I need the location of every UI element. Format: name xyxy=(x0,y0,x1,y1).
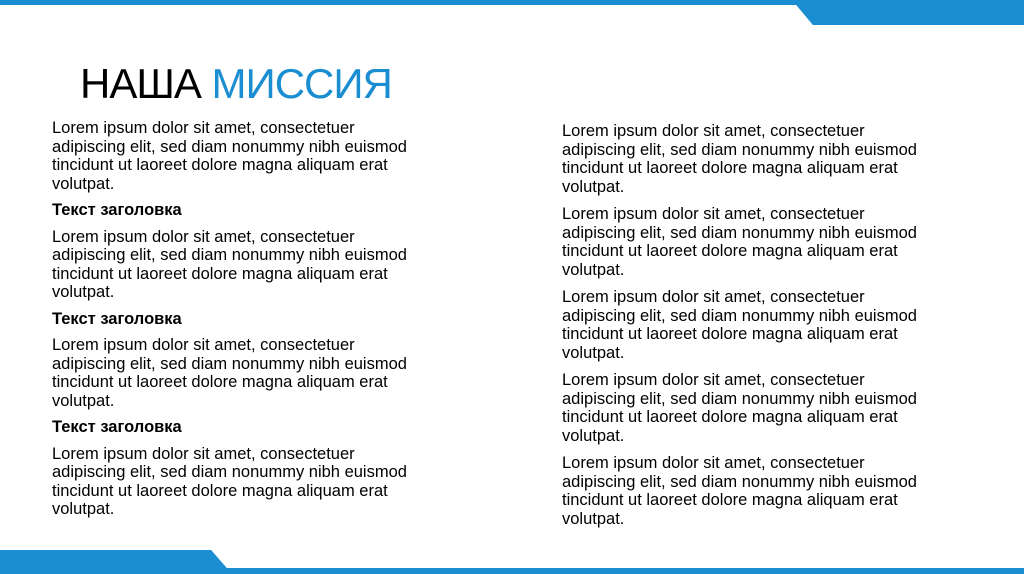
text-line: volutpat. xyxy=(52,174,115,193)
text-line: volutpat. xyxy=(52,500,115,518)
left-paragraph-4 xyxy=(52,445,492,519)
text-line: Lorem ipsum dolor sit amet, consectetuer xyxy=(52,444,355,463)
text-line: adipiscing elit, sed diam nonummy nibh euismod xyxy=(562,389,917,408)
text-line: volutpat. xyxy=(562,509,625,528)
text-line: adipiscing elit, sed diam nonummy nibh euismod xyxy=(52,246,407,264)
right-paragraph-2 xyxy=(562,205,1002,279)
text-line: Lorem ipsum dolor sit amet, consectetuer xyxy=(562,122,865,140)
text-line: Lorem ipsum dolor sit amet, consectetuer xyxy=(562,371,865,389)
text-line: adipiscing elit, sed diam nonummy nibh euismod xyxy=(52,354,407,373)
text-line: Lorem ipsum dolor sit amet, consectetuer xyxy=(52,336,355,354)
text-line: volutpat. xyxy=(562,343,625,362)
text-line: tincidunt ut laoreet dolore magna aliquam erat xyxy=(562,325,898,343)
text-line: tincidunt ut laoreet dolore magna aliquam erat xyxy=(52,264,388,283)
left-heading-3: Текст заголовка xyxy=(52,418,182,436)
text-line: adipiscing elit, sed diam nonummy nibh euismod xyxy=(562,472,917,491)
text-line: Lorem ipsum dolor sit amet, consectetuer xyxy=(52,119,355,137)
top-accent-tab xyxy=(792,0,1024,25)
left-paragraph-2 xyxy=(52,228,492,302)
text-line: volutpat. xyxy=(52,391,115,410)
text-line: volutpat. xyxy=(562,177,625,196)
right-paragraph-3 xyxy=(562,288,1002,362)
text-line: tincidunt ut laoreet dolore magna aliquam erat xyxy=(562,242,898,260)
text-line: adipiscing elit, sed diam nonummy nibh euismod xyxy=(562,140,917,159)
text-line: tincidunt ut laoreet dolore magna aliquam erat xyxy=(52,373,388,391)
text-line: volutpat. xyxy=(562,426,625,445)
bottom-accent-tab xyxy=(0,550,232,574)
text-line: adipiscing elit, sed diam nonummy nibh euismod xyxy=(52,137,407,156)
slide-title-part1: НАША xyxy=(80,60,201,107)
text-line: volutpat. xyxy=(562,260,625,279)
text-line: adipiscing elit, sed diam nonummy nibh euismod xyxy=(562,306,917,325)
text-line: adipiscing elit, sed diam nonummy nibh euismod xyxy=(52,463,407,481)
slide-title-part2: МИССИЯ xyxy=(211,60,392,107)
right-text-column xyxy=(562,122,1002,537)
slide-title xyxy=(80,58,392,110)
text-line: Lorem ipsum dolor sit amet, consectetuer xyxy=(562,288,865,306)
right-paragraph-1 xyxy=(562,122,1002,196)
left-heading-2: Текст заголовка xyxy=(52,309,182,328)
left-paragraph-3 xyxy=(52,336,492,410)
text-line: volutpat. xyxy=(52,283,115,301)
text-line: Lorem ipsum dolor sit amet, consectetuer xyxy=(562,205,865,223)
text-line: tincidunt ut laoreet dolore magna aliquam erat xyxy=(52,156,388,174)
text-line: Lorem ipsum dolor sit amet, consectetuer xyxy=(52,227,355,246)
left-paragraph-1 xyxy=(52,119,492,193)
text-line: tincidunt ut laoreet dolore magna aliquam erat xyxy=(52,481,388,500)
text-line: tincidunt ut laoreet dolore magna aliquam erat xyxy=(562,491,898,509)
text-line: adipiscing elit, sed diam nonummy nibh euismod xyxy=(562,223,917,242)
text-line: Lorem ipsum dolor sit amet, consectetuer xyxy=(562,454,865,472)
text-line: tincidunt ut laoreet dolore magna aliquam erat xyxy=(562,159,898,177)
right-paragraph-4 xyxy=(562,371,1002,445)
right-paragraph-5 xyxy=(562,454,1002,528)
left-heading-1: Текст заголовка xyxy=(52,201,182,219)
left-text-column xyxy=(52,119,492,527)
text-line: tincidunt ut laoreet dolore magna aliquam erat xyxy=(562,408,898,426)
